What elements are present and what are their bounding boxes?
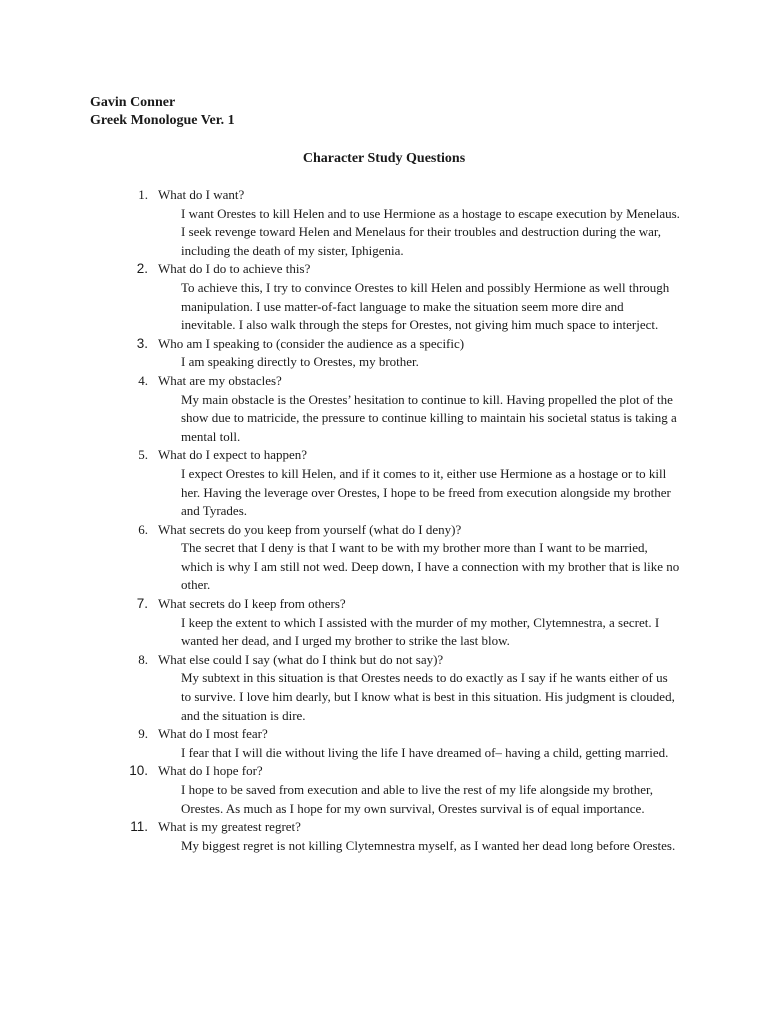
list-item	[0, 818, 768, 855]
answer-text: My main obstacle is the Orestes’ hesitation to continue to kill. Having propelled the plot of the show due to matricide, the pressure to continue killing to maintain his societal status is taking a mental toll.	[181, 391, 677, 444]
document-header	[90, 94, 235, 130]
question-text: What are my obstacles?	[158, 372, 282, 388]
document-subtitle: Greek Monologue Ver. 1	[90, 113, 235, 128]
question-text: What do I do to achieve this?	[158, 261, 311, 277]
question-text: What do I expect to happen?	[158, 447, 308, 463]
answer-text: I fear that I will die without living the life I have dreamed of– having a child, getting married.	[181, 744, 669, 760]
item-number: 5.	[138, 447, 148, 463]
answer-text: I hope to be saved from execution and able to live the rest of my life alongside my brother, Orestes. As much as I hope for my own survival, Orestes survival is of equal importance.	[181, 782, 654, 816]
list-item	[0, 186, 768, 260]
item-number: 10.	[129, 763, 148, 779]
item-number: 11.	[130, 819, 148, 835]
list-item	[0, 335, 768, 372]
list-item	[0, 725, 768, 762]
document-title: Character Study Questions	[302, 151, 466, 166]
question-text: What do I want?	[158, 187, 245, 202]
answer-text: I am speaking directly to Orestes, my brother.	[181, 354, 419, 370]
question-text: Who am I speaking to (consider the audience as a specific)	[158, 335, 465, 351]
list-item	[0, 521, 768, 595]
item-number: 7.	[136, 596, 148, 612]
answer-text: To achieve this, I try to convince Orestes to kill Helen and possibly Hermione as well through manipulation. I use matter-of-fact language to make the situation seem more dire and inevitable. I also walk through the steps for Orestes, not giving him much space to interject.	[181, 279, 670, 333]
item-number: 1.	[138, 187, 148, 202]
list-item	[0, 651, 768, 725]
list-item	[0, 446, 768, 520]
question-text: What secrets do you keep from yourself (what do I deny)?	[158, 521, 462, 537]
item-number: 8.	[138, 651, 148, 667]
question-text: What do I hope for?	[158, 763, 263, 779]
answer-text: I want Orestes to kill Helen and to use Hermione as a hostage to escape execution by Menelaus. I seek revenge toward Helen and Menelaus for their troubles and destruction during the war, including the death of my sister, Iphigenia.	[181, 205, 680, 258]
author-name: Gavin Conner	[90, 95, 176, 110]
item-number: 4.	[138, 372, 148, 388]
list-item	[0, 260, 768, 334]
answer-text: My subtext in this situation is that Orestes needs to do exactly as I say if he wants either of us to survive. I love him dearly, but I know what is best in this situation. His judgment is clouded, and the situation is dire.	[181, 670, 675, 723]
question-text: What else could I say (what do I think but do not say)?	[158, 651, 444, 667]
question-text: What secrets do I keep from others?	[158, 596, 346, 612]
answer-text: My biggest regret is not killing Clytemnestra myself, as I wanted her dead long before Orestes.	[181, 837, 676, 853]
list-item	[0, 762, 768, 818]
item-number: 2.	[136, 261, 148, 277]
answer-text: I expect Orestes to kill Helen, and if it comes to it, either use Hermione as a hostage or to kill her. Having the leverage over Orestes, I hope to be freed from execution alongside my brother and Tyrades.	[181, 465, 671, 519]
list-item	[0, 372, 768, 446]
question-text: What do I most fear?	[158, 726, 268, 742]
list-item	[0, 595, 768, 651]
item-number: 9.	[138, 726, 148, 742]
answer-text: I keep the extent to which I assisted with the murder of my mother, Clytemnestra, a secret. I wanted her dead, and I urged my brother to strike the last blow.	[181, 614, 660, 649]
question-text: What is my greatest regret?	[158, 819, 301, 835]
item-number: 6.	[138, 521, 148, 537]
item-number: 3.	[136, 335, 148, 351]
answer-text: The secret that I deny is that I want to be with my brother more than I want to be married, which is why I am still not wed. Deep down, I have a connection with my brother that is like no other.	[181, 540, 680, 593]
question-list	[0, 186, 768, 855]
